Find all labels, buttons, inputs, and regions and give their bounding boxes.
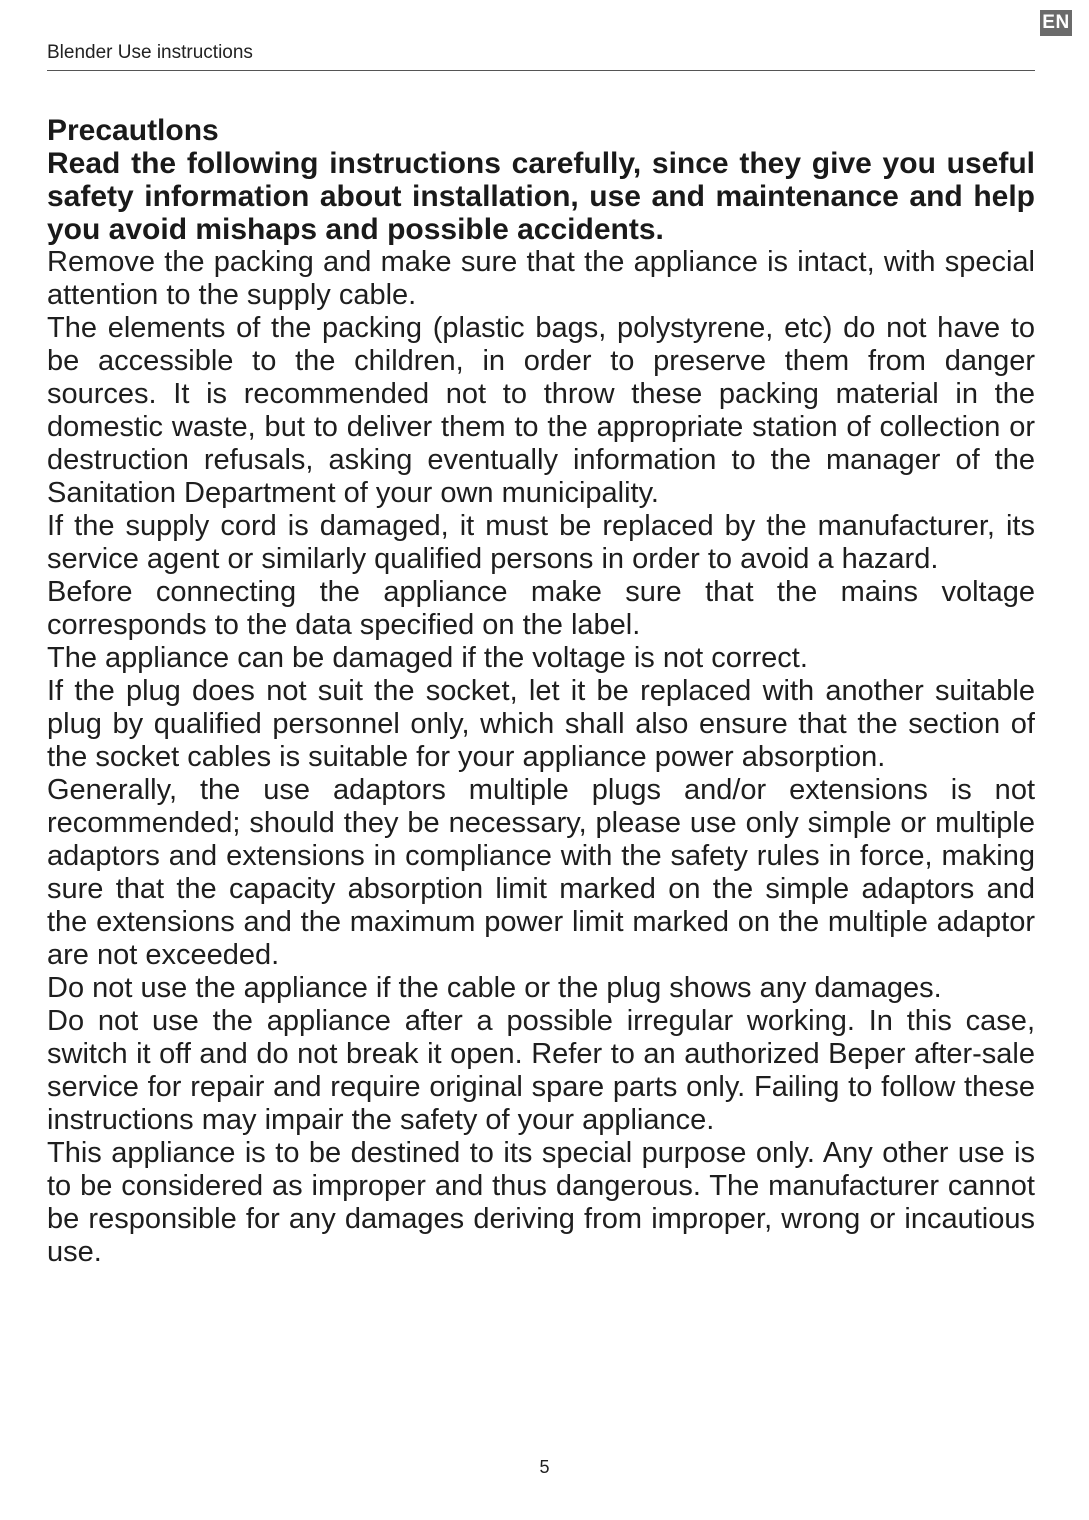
paragraph-packing-disposal: The elements of the packing (plastic bags, polystyrene, etc) do not have to be accessible to the children, in order to preserve them from danger sources. It is recommended not to throw these packing material in the domestic waste, but to deliver them to the appropriate station of collection or destruction refusals, asking eventually information to the manager of the Sanitation Department of your own municipality. — [47, 312, 1035, 509]
paragraph-packing-check: Remove the packing and make sure that the appliance is intact, with special attention to the supply cable. — [47, 246, 1035, 311]
section-title: Precautlons — [47, 114, 219, 147]
paragraph-mains-voltage: Before connecting the appliance make sure that the mains voltage corresponds to the data specified on the label. — [47, 576, 1035, 641]
paragraph-cable-damage: Do not use the appliance if the cable or the plug shows any damages. — [47, 972, 942, 1004]
language-badge: EN — [1040, 10, 1072, 36]
paragraph-adaptors: Generally, the use adaptors multiple plugs and/or extensions is not recommended; should they be necessary, please use only simple or multiple adaptors and extensions in compliance with the safety rules in force, making sure that the capacity absorption limit marked on the simple adaptors and the extensions and the maximum power limit marked on the multiple adaptor are not exceeded. — [47, 774, 1035, 971]
document-header-title: Blender Use instructions — [47, 42, 253, 63]
paragraph-irregular-working: Do not use the appliance after a possible irregular working. In this case, switch it off and do not break it open. Refer to an authorized Beper after-sale service for repair and require original spare parts only. Failing to follow these instructions may impair the safety of your appliance. — [47, 1005, 1035, 1136]
paragraph-supply-cord: If the supply cord is damaged, it must be replaced by the manufacturer, its service agent or similarly qualified persons in order to avoid a hazard. — [47, 510, 1035, 575]
header-divider — [47, 70, 1035, 71]
intro-warning: Read the following instructions carefully, since they give you useful safety information about installation, use and maintenance and help you avoid mishaps and possible accidents. — [47, 147, 1035, 246]
paragraph-special-purpose: This appliance is to be destined to its special purpose only. Any other use is to be considered as improper and thus dangerous. The manufacturer cannot be responsible for any damages deriving from improper, wrong or incautious use. — [47, 1137, 1035, 1268]
paragraph-plug-socket: If the plug does not suit the socket, let it be replaced with another suitable plug by qualified personnel only, which shall also ensure that the section of the socket cables is suitable for your appliance power absorption. — [47, 675, 1035, 773]
paragraph-voltage-damage: The appliance can be damaged if the voltage is not correct. — [47, 642, 808, 674]
precautions-section — [47, 114, 1035, 1269]
page-number: 5 — [539, 1457, 550, 1477]
